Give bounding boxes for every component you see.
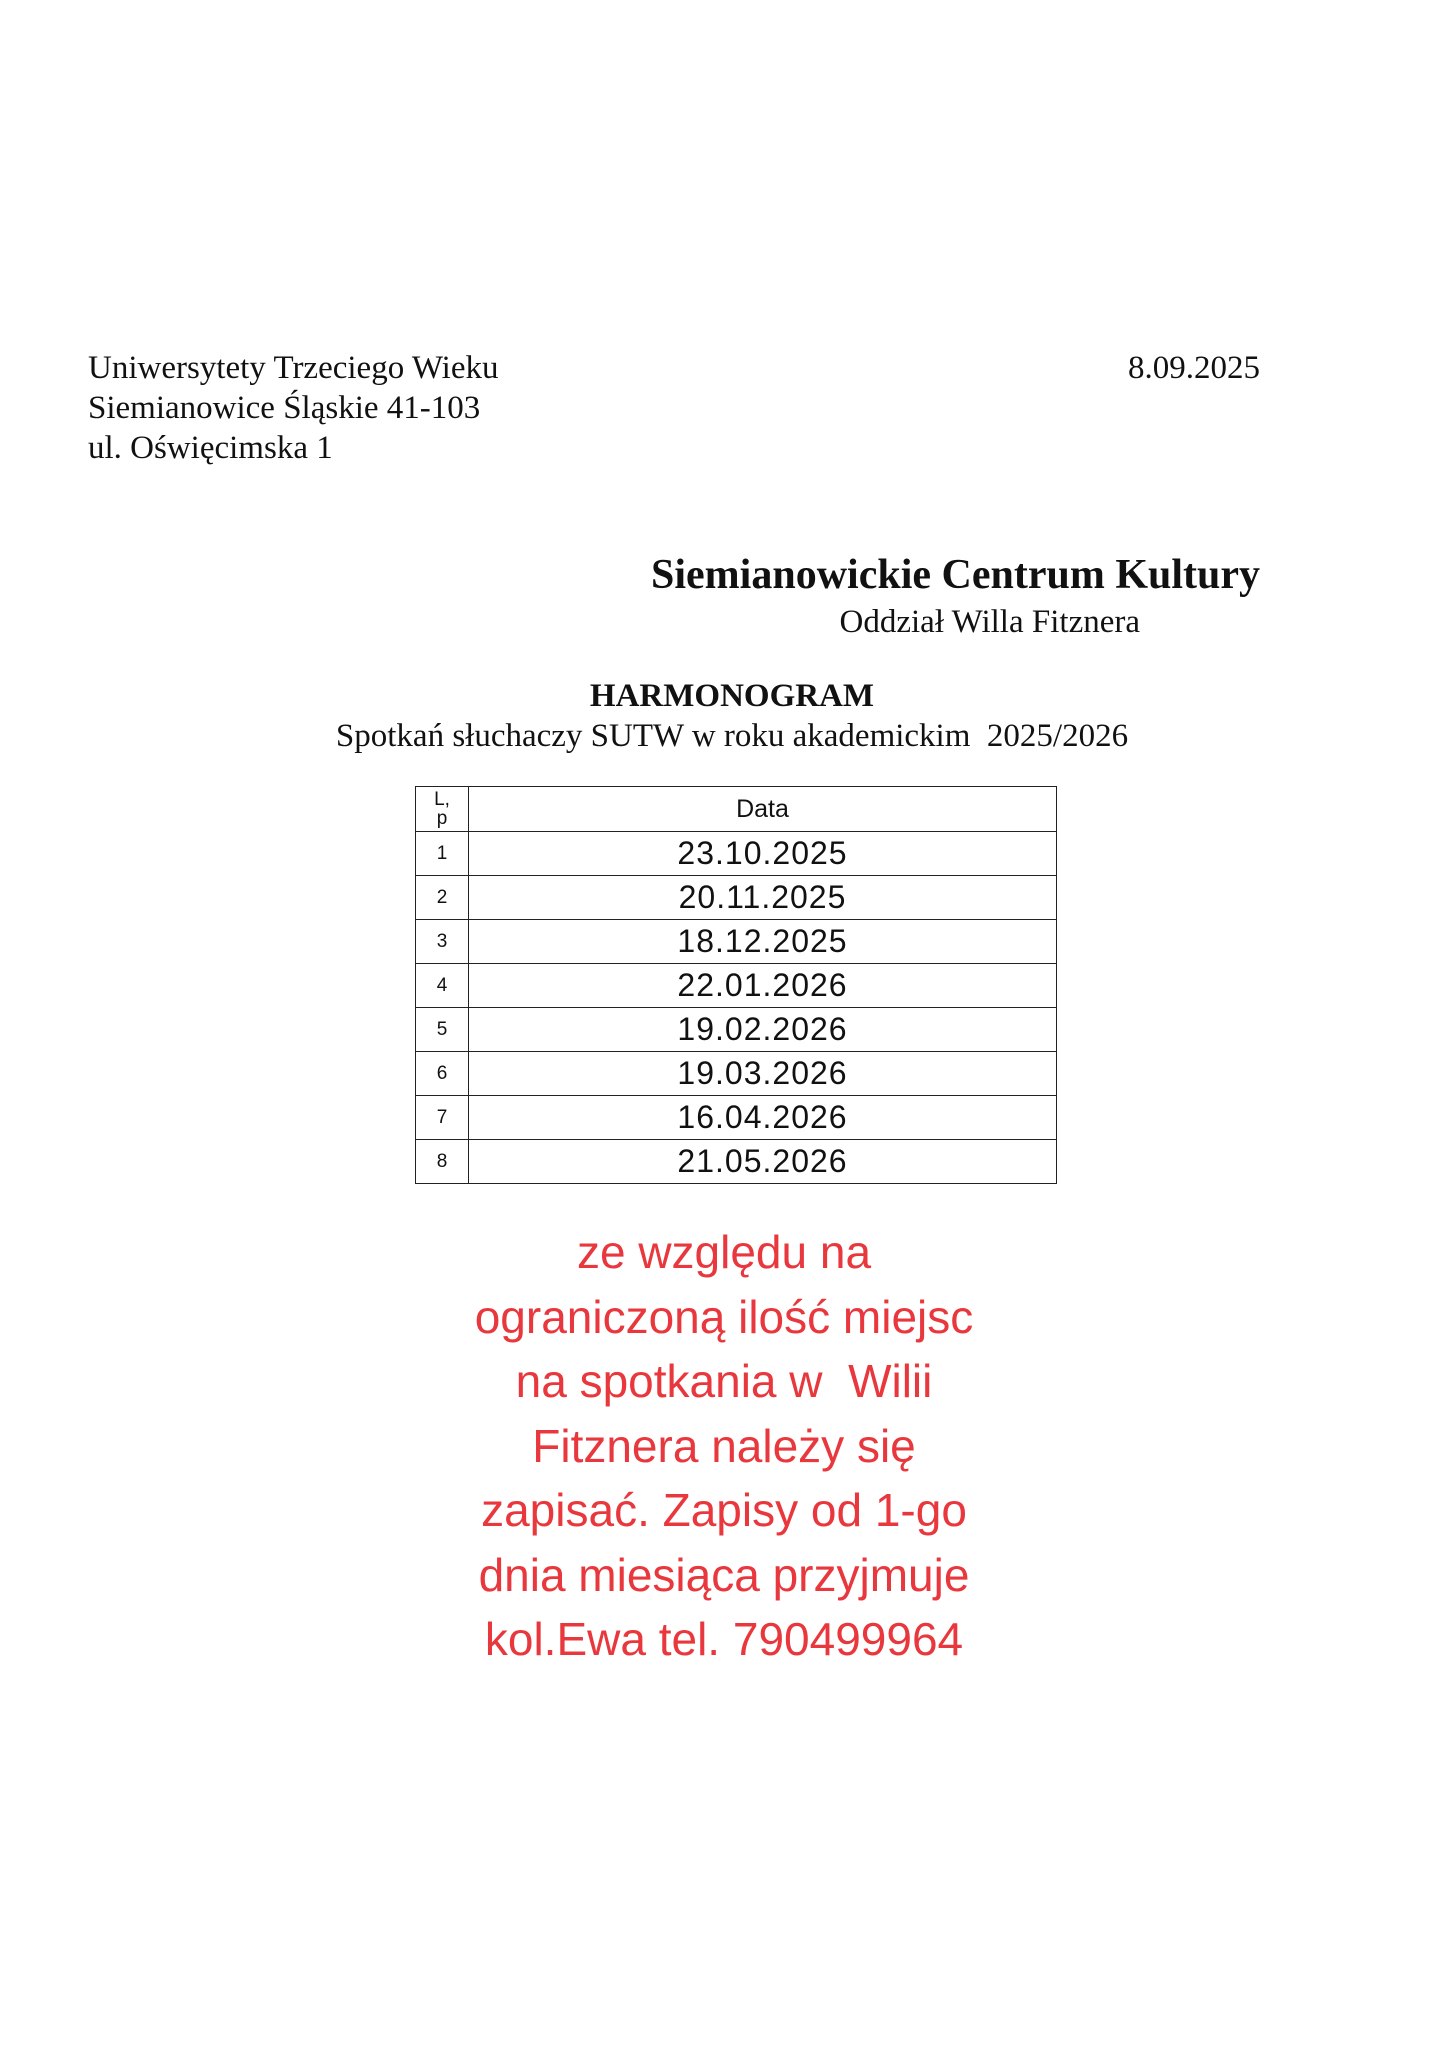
notice-line: dnia miesiąca przyjmuje — [478, 1548, 970, 1601]
row-date: 18.12.2025 — [469, 920, 1057, 964]
row-date: 19.03.2026 — [469, 1052, 1057, 1096]
table-row — [416, 964, 1057, 1008]
row-number: 8 — [416, 1140, 469, 1184]
row-date: 19.02.2026 — [469, 1008, 1057, 1052]
schedule-table — [415, 786, 1057, 1184]
row-date: 16.04.2026 — [469, 1096, 1057, 1140]
table-row — [416, 832, 1057, 876]
table-row — [416, 876, 1057, 920]
registration-notice — [0, 1220, 1448, 1672]
row-date: 21.05.2026 — [469, 1140, 1057, 1184]
row-date: 23.10.2025 — [469, 832, 1057, 876]
table-row — [416, 1052, 1057, 1096]
document-subtitle: Spotkań słuchaczy SUTW w roku akademickim 2025/2026 — [335, 718, 1129, 754]
row-number: 1 — [416, 832, 469, 876]
notice-line: kol.Ewa tel. 790499964 — [484, 1613, 964, 1665]
row-number: 5 — [416, 1008, 469, 1052]
sender-address — [88, 348, 499, 468]
sender-street: ul. Oświęcimska 1 — [88, 430, 333, 466]
document-date: 8.09.2025 — [1128, 350, 1260, 386]
notice-line: ze względu na — [576, 1226, 872, 1278]
header-date: Data — [469, 787, 1057, 832]
recipient-branch: Oddział Willa Fitznera — [839, 604, 1140, 640]
table-header-row — [416, 787, 1057, 832]
table-row — [416, 1096, 1057, 1140]
notice-line: Fitznera należy się — [532, 1419, 916, 1472]
notice-line: ograniczoną ilość miejsc — [474, 1290, 974, 1343]
title-block — [0, 676, 1448, 756]
sender-name: Uniwersytety Trzeciego Wieku — [88, 350, 499, 386]
table-row — [416, 1140, 1057, 1184]
table-row — [416, 1008, 1057, 1052]
row-date: 22.01.2026 — [469, 964, 1057, 1008]
header-number-line2: p — [436, 808, 448, 829]
sender-city: Siemianowice Śląskie 41-103 — [88, 390, 481, 426]
recipient-name: Siemianowickie Centrum Kultury — [651, 552, 1260, 598]
header-number — [416, 787, 469, 832]
row-number: 3 — [416, 920, 469, 964]
row-number: 2 — [416, 876, 469, 920]
notice-line: na spotkania w Wilii — [515, 1355, 933, 1407]
row-number: 6 — [416, 1052, 469, 1096]
document-title: HARMONOGRAM — [589, 678, 875, 714]
notice-line: zapisać. Zapisy od 1-go — [481, 1484, 967, 1536]
row-number: 4 — [416, 964, 469, 1008]
table-row — [416, 920, 1057, 964]
row-number: 7 — [416, 1096, 469, 1140]
recipient-block — [651, 548, 1260, 642]
row-date: 20.11.2025 — [469, 876, 1057, 920]
header-number-line1: L, — [434, 789, 450, 810]
